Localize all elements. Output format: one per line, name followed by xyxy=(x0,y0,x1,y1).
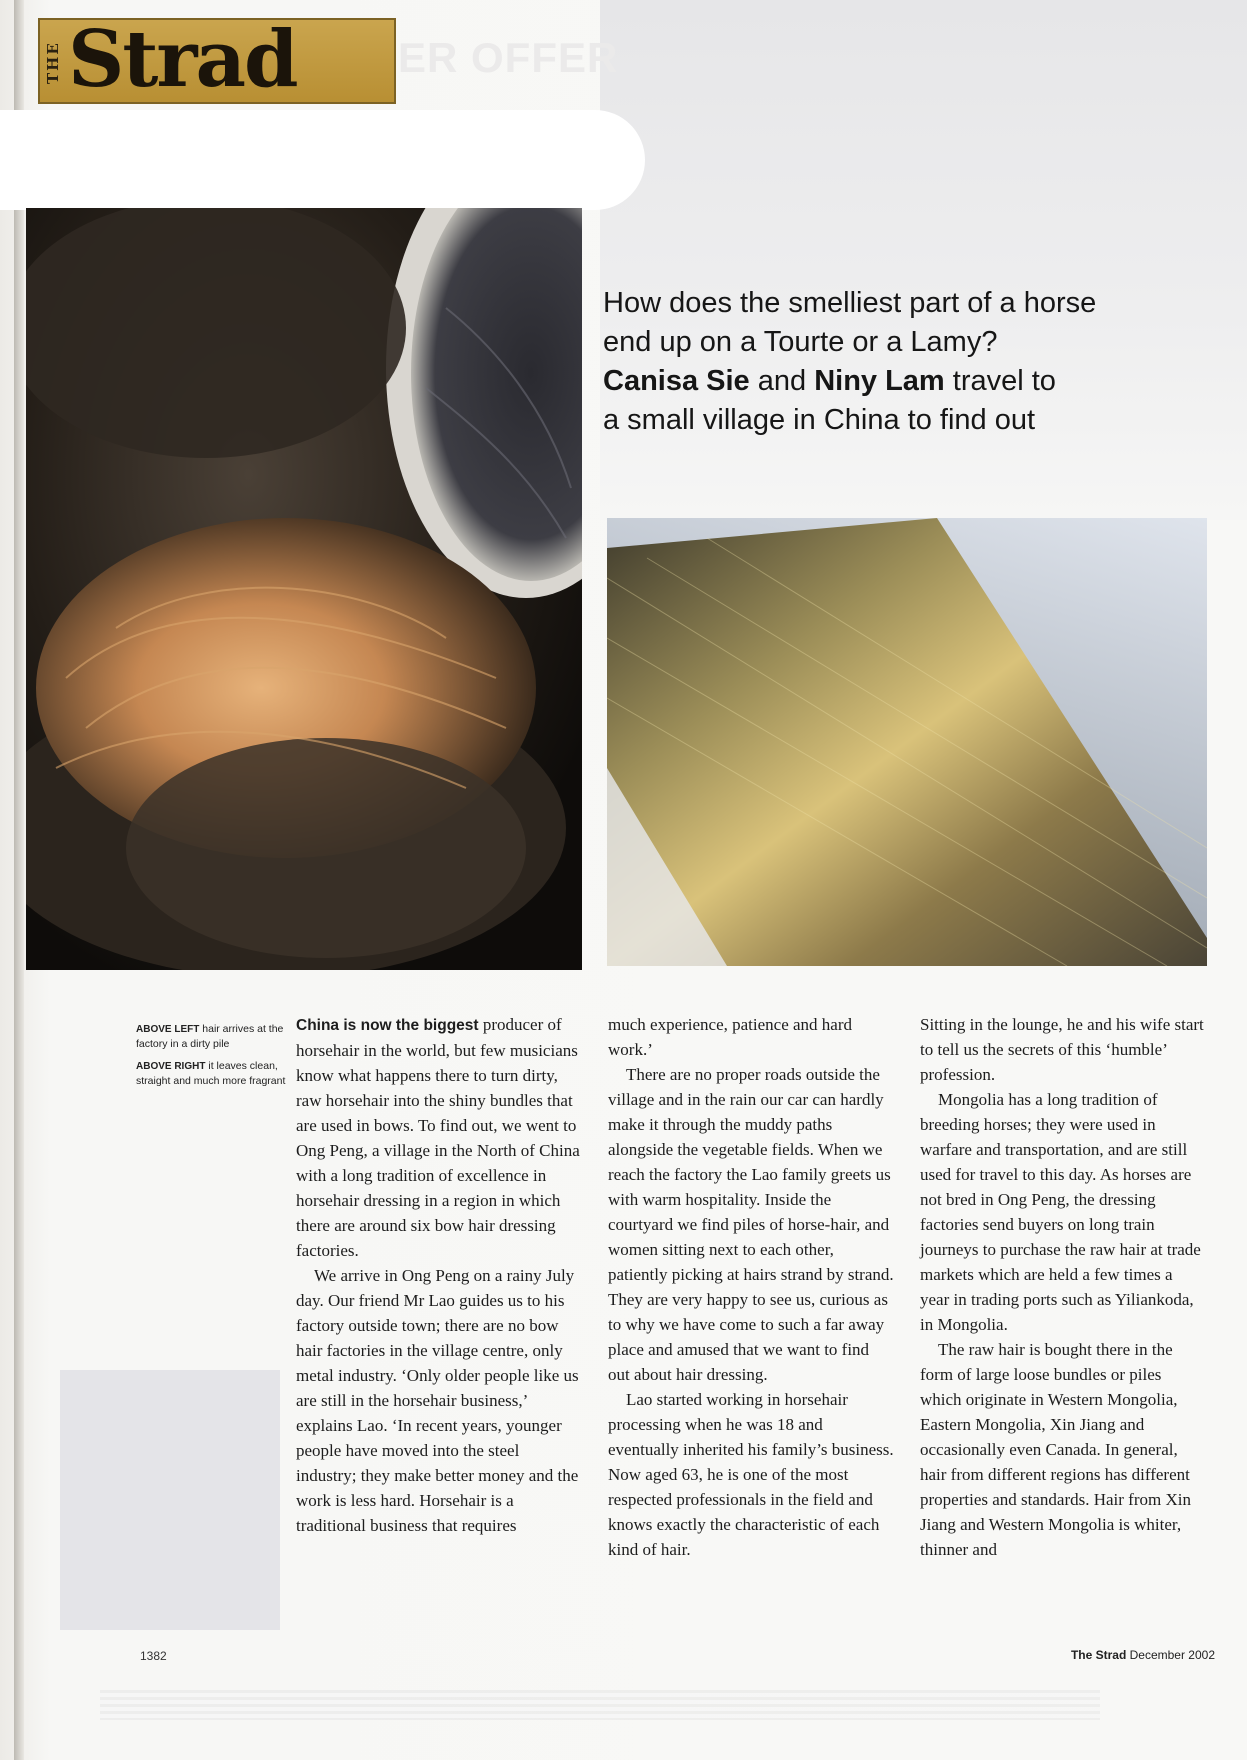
column-2-paragraph-2: There are no proper roads outside the village and in the rain our car can hardly make it through the muddy paths alongside the vegetable fields. When we reach the factory the Lao family greets us with warm hospitality. Inside the courtyard we find piles of horse-hair, and women sitting next to each other, patiently picking at hairs strand by strand. They are very happy to see us, curious as to why we have come to such a far away place and amused that we want to find out about hair dressing. xyxy=(608,1065,894,1384)
caption-left-key: ABOVE LEFT xyxy=(136,1024,200,1035)
column-3-paragraph-1: Sitting in the lounge, he and his wife start to tell us the secrets of this ‘humble’ profession. xyxy=(920,1015,1204,1084)
column-2-paragraph-1: much experience, patience and hard work.’ xyxy=(608,1015,853,1059)
raw-horsehair-photo xyxy=(26,208,582,970)
caption-right-key: ABOVE RIGHT xyxy=(136,1061,206,1072)
issue-line xyxy=(1071,1648,1215,1662)
caption-left-text: hair arrives at the factory in a dirty pile xyxy=(136,1023,284,1050)
headline-and: and xyxy=(749,365,815,397)
headline-line-3-rest: travel to xyxy=(944,365,1056,397)
column-1-paragraph-2: We arrive in Ong Peng on a rainy July day. Our friend Mr Lao guides us to his factory outside town; there are no bow hair factories in the village centre, only metal industry. ‘Only older people like us are still in the horsehair business,’ explains Lao. ‘In recent years, younger people have moved into the steel industry; they make better money and the work is less hard. Horsehair is a traditional business that requires xyxy=(296,1266,579,1535)
headline-line-1: How does the smelliest part of a horse xyxy=(603,287,1097,319)
column-3-paragraph-2: Mongolia has a long tradition of breeding horses; they were used in warfare and transportation, and are still used for travel to this day. As horses are not bred in Ong Peng, the dressing factories send buyers on long train journeys to purchase the raw hair at trade markets which are held a few times a year in trading ports such as Yiliankoda, in Mongolia. xyxy=(920,1090,1201,1334)
show-through-footer xyxy=(100,1690,1100,1720)
caption-right-text: it leaves clean, straight and much more fragrant xyxy=(136,1060,286,1087)
photo-captions xyxy=(136,1022,286,1096)
lead-in: China is now the biggest xyxy=(296,1017,479,1034)
page-number: 1382 xyxy=(140,1649,167,1663)
strad-masthead-logo xyxy=(38,14,396,105)
column-2-paragraph-3: Lao started working in horsehair processing when he was 18 and eventually inherited his family’s business. Now aged 63, he is one of the most respected professionals in the field and knows exactly the characteristic of each kind of hair. xyxy=(608,1390,894,1559)
headline-line-4: a small village in China to find out xyxy=(603,404,1036,436)
article-column-1 xyxy=(296,1012,582,1538)
clean-horsehair-photo xyxy=(607,518,1207,966)
column-1-paragraph-1-text: producer of horsehair in the world, but few musicians know what happens there to turn dirty, raw horsehair into the shiny bundles that are used in bows. To find out, we went to Ong Peng, a village in the North of China with a long tradition of excellence in horsehair dressing in a region in which there are around six bow hair dressing factories. xyxy=(296,1015,580,1260)
show-through-background xyxy=(600,0,1247,520)
column-1-paragraph-1 xyxy=(296,1012,582,1263)
white-redaction-patch xyxy=(0,110,645,210)
masthead-the: THE xyxy=(44,41,62,85)
author-1: Canisa Sie xyxy=(603,365,750,397)
show-through-box xyxy=(60,1370,280,1630)
caption-above-left xyxy=(136,1022,286,1051)
caption-above-right xyxy=(136,1059,286,1088)
column-3-paragraph-3: The raw hair is bought there in the form of large loose bundles or piles which originate in Western Mongolia, Eastern Mongolia, Xin Jiang and occasionally even Canada. In general, hair from different regions has different properties and standards. Hair from Xin Jiang and Western Mongolia is whiter, thinner and xyxy=(920,1340,1191,1559)
publication-name: The Strad xyxy=(1070,1648,1127,1662)
faint-offer-banner: ER OFFER xyxy=(398,34,619,81)
article-headline xyxy=(603,284,1213,440)
masthead-title: Strad xyxy=(68,14,297,105)
author-2: Niny Lam xyxy=(814,365,945,397)
article-column-3 xyxy=(920,1012,1206,1562)
page-spine-shadow xyxy=(14,0,24,1760)
headline-line-2: end up on a Tourte or a Lamy? xyxy=(603,326,998,358)
article-column-2 xyxy=(608,1012,894,1562)
headline-line-3 xyxy=(603,362,1213,401)
issue-date: December 2002 xyxy=(1126,1648,1215,1662)
